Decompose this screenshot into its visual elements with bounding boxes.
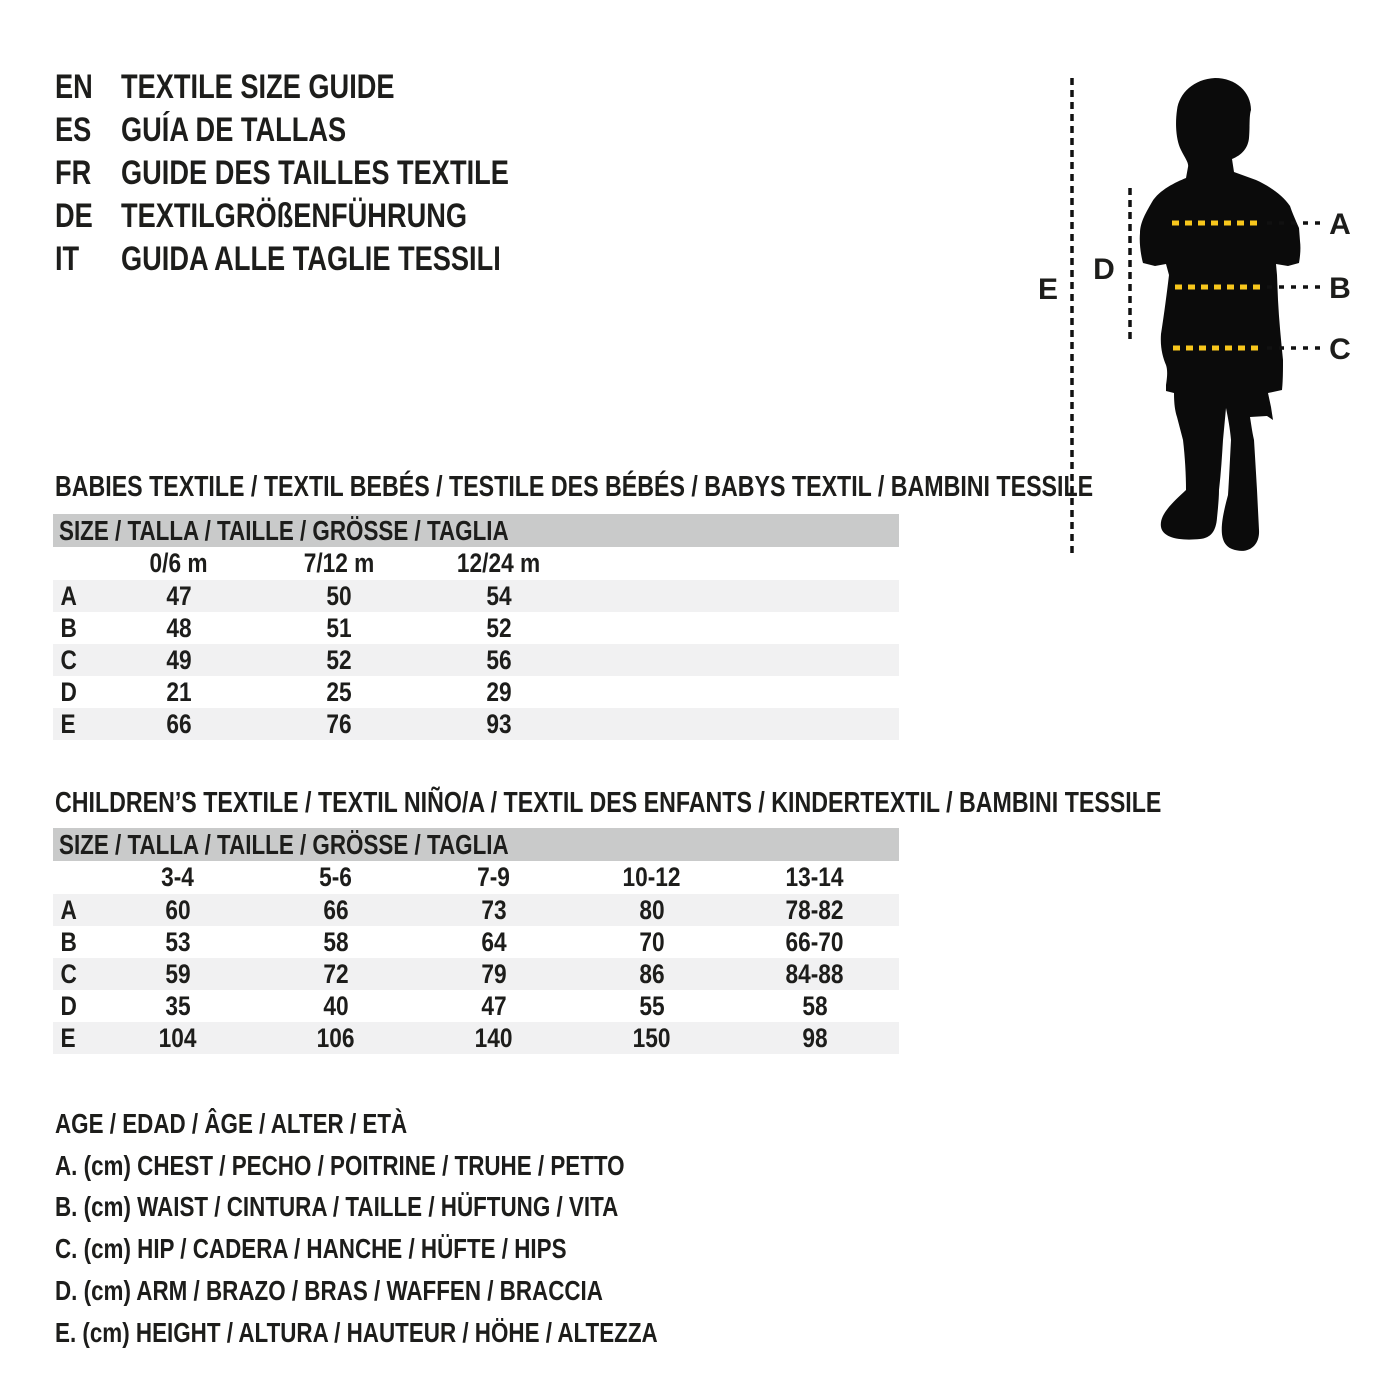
- legend-hip-line: [55, 1228, 808, 1270]
- cell-value: 66-70: [785, 926, 845, 957]
- cell-value: 35: [165, 990, 191, 1021]
- cell-value: 78-82: [785, 894, 845, 925]
- cell-value: 104: [159, 1022, 197, 1053]
- row-label: B: [60, 926, 77, 957]
- cell-value: 140: [475, 1022, 513, 1053]
- cell-value: 29: [486, 676, 512, 707]
- babies-col-2: 12/24 m: [457, 548, 541, 578]
- cell-value: 21: [166, 676, 192, 707]
- cell-value: 55: [639, 990, 665, 1021]
- row-label: E: [60, 708, 76, 739]
- row-label: A: [60, 580, 77, 611]
- legend-height-line: [55, 1312, 808, 1354]
- cell-value: 76: [326, 708, 352, 739]
- cell-value: 58: [323, 926, 349, 957]
- babies-size-header-bar: [53, 514, 899, 547]
- legend-age-text: AGE / EDAD / ÂGE / ALTER / ETÀ: [55, 1108, 408, 1139]
- cell-value: 40: [323, 990, 349, 1021]
- cell-value: 50: [326, 580, 352, 611]
- children-col-4: 13-14: [785, 862, 845, 892]
- language-code: ES: [55, 111, 92, 149]
- babies-size-table: [53, 514, 899, 740]
- children-col-1: 5-6: [319, 862, 353, 892]
- page-title-de: TEXTILGRÖßENFÜHRUNG: [121, 197, 468, 235]
- cell-value: 73: [481, 894, 507, 925]
- legend-chest-text: A. (cm) CHEST / PECHO / POITRINE / TRUHE / PETTO: [55, 1149, 625, 1181]
- children-size-header-bar: [53, 828, 899, 861]
- cell-value: 47: [481, 990, 507, 1021]
- cell-value: 59: [165, 958, 191, 989]
- table-row-e: [53, 708, 899, 740]
- cell-value: 98: [802, 1022, 828, 1053]
- cell-value: 54: [486, 580, 512, 611]
- language-row-es: [55, 109, 606, 152]
- cell-value: 58: [802, 990, 828, 1021]
- cell-value: 48: [166, 612, 192, 643]
- row-label: D: [60, 990, 77, 1021]
- language-code: EN: [55, 68, 93, 106]
- cell-value: 79: [481, 958, 507, 989]
- cell-value: 25: [326, 676, 352, 707]
- table-row-e: [53, 1022, 899, 1054]
- table-row-c: [53, 644, 899, 676]
- row-label: C: [60, 644, 77, 675]
- page-title-fr: GUIDE DES TAILLES TEXTILE: [121, 154, 509, 192]
- cell-value: 106: [317, 1022, 355, 1053]
- babies-col-1: 7/12 m: [303, 548, 375, 578]
- children-col-0: 3-4: [161, 862, 195, 892]
- table-row-c: [53, 958, 899, 990]
- cell-value: 150: [633, 1022, 671, 1053]
- children-column-header-row: [53, 861, 899, 894]
- label-b: B: [1329, 272, 1351, 305]
- page-title-it: GUIDA ALLE TAGLIE TESSILI: [121, 240, 501, 278]
- legend-height-text: E. (cm) HEIGHT / ALTURA / HAUTEUR / HÖHE / ALTEZZA: [55, 1316, 658, 1348]
- legend-age-line: [55, 1103, 808, 1145]
- table-row-b: [53, 926, 899, 958]
- language-row-fr: [55, 152, 606, 195]
- row-label: A: [60, 894, 77, 925]
- legend-waist-line: [55, 1186, 808, 1228]
- table-row-b: [53, 612, 899, 644]
- language-code: DE: [55, 197, 93, 235]
- children-size-header-text: SIZE / TALLA / TAILLE / GRÖSSE / TAGLIA: [59, 828, 509, 860]
- cell-value: 52: [326, 644, 352, 675]
- cell-value: 84-88: [785, 958, 845, 989]
- children-heading-text: CHILDREN’S TEXTILE / TEXTIL NIÑO/A / TEXTIL DES ENFANTS / KINDERTEXTIL / BAMBINI TESSILE: [55, 787, 1162, 819]
- cell-value: 56: [486, 644, 512, 675]
- babies-column-header-row: [53, 547, 899, 580]
- label-e: E: [1037, 273, 1059, 306]
- table-row-a: [53, 894, 899, 926]
- cell-value: 93: [486, 708, 512, 739]
- cell-value: 47: [166, 580, 192, 611]
- table-row-d: [53, 990, 899, 1022]
- cell-value: 51: [326, 612, 352, 643]
- label-d: D: [1093, 253, 1115, 286]
- language-code: IT: [55, 240, 80, 278]
- children-col-3: 10-12: [622, 862, 682, 892]
- cell-value: 72: [323, 958, 349, 989]
- cell-value: 52: [486, 612, 512, 643]
- language-row-it: [55, 238, 606, 281]
- row-label: C: [60, 958, 77, 989]
- babies-section-heading: [55, 470, 1353, 504]
- children-section-heading: [55, 786, 1400, 820]
- babies-col-0: 0/6 m: [149, 548, 208, 578]
- page-title-es: GUÍA DE TALLAS: [121, 111, 347, 149]
- row-label: B: [60, 612, 77, 643]
- cell-value: 80: [639, 894, 665, 925]
- language-row-de: [55, 195, 606, 238]
- legend-arm-line: [55, 1270, 808, 1312]
- cell-value: 66: [323, 894, 349, 925]
- cell-value: 60: [165, 894, 191, 925]
- cell-value: 70: [639, 926, 665, 957]
- language-row-en: [55, 66, 606, 109]
- cell-value: 66: [166, 708, 192, 739]
- language-code: FR: [55, 154, 92, 192]
- legend-arm-text: D. (cm) ARM / BRAZO / BRAS / WAFFEN / BRACCIA: [55, 1274, 603, 1306]
- children-col-2: 7-9: [477, 862, 511, 892]
- label-c: C: [1329, 333, 1351, 366]
- legend-chest-line: [55, 1145, 808, 1187]
- babies-size-header-text: SIZE / TALLA / TAILLE / GRÖSSE / TAGLIA: [59, 514, 509, 546]
- row-label: D: [60, 676, 77, 707]
- children-size-table: [53, 828, 899, 1054]
- page-title: TEXTILE SIZE GUIDE: [121, 68, 395, 106]
- table-row-d: [53, 676, 899, 708]
- label-a: A: [1329, 208, 1351, 241]
- table-row-a: [53, 580, 899, 612]
- cell-value: 86: [639, 958, 665, 989]
- cell-value: 53: [165, 926, 191, 957]
- legend-hip-text: C. (cm) HIP / CADERA / HANCHE / HÜFTE / HIPS: [55, 1233, 567, 1265]
- legend-waist-text: B. (cm) WAIST / CINTURA / TAILLE / HÜFTUNG / VITA: [55, 1191, 619, 1223]
- cell-value: 49: [166, 644, 192, 675]
- language-title-list: [55, 66, 606, 281]
- row-label: E: [60, 1022, 76, 1053]
- cell-value: 64: [481, 926, 507, 957]
- measurement-legend: [55, 1103, 808, 1353]
- babies-heading-text: BABIES TEXTILE / TEXTIL BEBÉS / TESTILE DES BÉBÉS / BABYS TEXTIL / BAMBINI TESSILE: [55, 471, 1094, 503]
